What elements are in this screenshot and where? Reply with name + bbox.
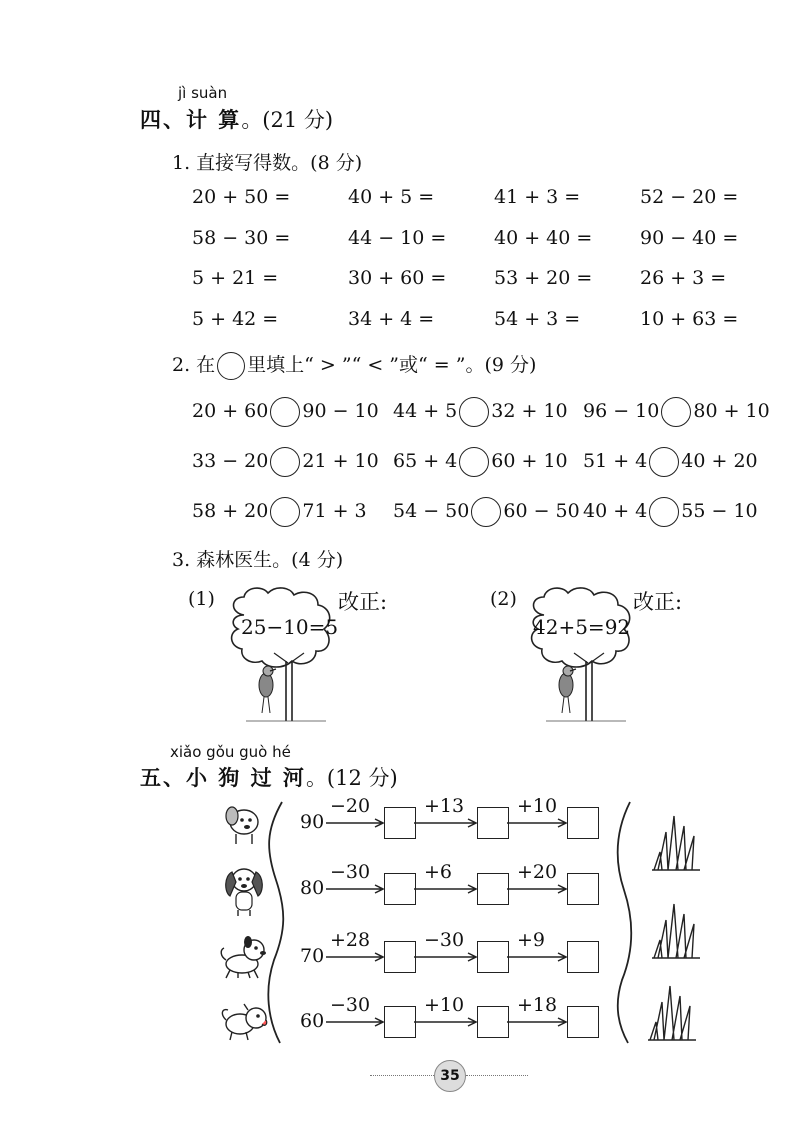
q1-equation: 5 + 42 = <box>192 308 279 330</box>
q1-equation: 5 + 21 = <box>192 267 279 289</box>
q2-right-expression: 60 + 10 <box>491 450 568 472</box>
q1-equation: 26 + 3 = <box>640 267 727 289</box>
arrow-right-icon <box>507 884 567 894</box>
q1-equation: 20 + 50 = <box>192 186 291 208</box>
chain-operation: −30 <box>424 929 465 951</box>
answer-circle-input[interactable] <box>471 497 501 527</box>
q1-equation: 40 + 40 = <box>494 227 593 249</box>
section5-pinyin: xiǎo gǒu guò hé <box>170 743 291 761</box>
dog-icon <box>218 934 270 980</box>
dog-icon <box>222 800 268 846</box>
arrow-right-icon <box>507 1017 567 1027</box>
q3-item1-correct-label: 改正: <box>338 590 388 614</box>
tree-icon <box>526 585 641 725</box>
chain-operation: +13 <box>424 795 465 817</box>
answer-circle-input[interactable] <box>270 447 300 477</box>
answer-circle-input[interactable] <box>649 497 679 527</box>
q3-item2-number: (2) <box>490 588 517 610</box>
q2-comparison <box>192 497 367 527</box>
q1-equation: 90 − 40 = <box>640 227 739 249</box>
grass-icon <box>652 900 702 960</box>
arrow-right-icon <box>326 818 384 828</box>
chain-start-number: 80 <box>300 877 325 899</box>
chain-operation: +10 <box>424 994 465 1016</box>
answer-box-input[interactable] <box>567 807 599 839</box>
q1-equation: 10 + 63 = <box>640 308 739 330</box>
arrow-right-icon <box>326 952 384 962</box>
chain-start-number: 60 <box>300 1010 325 1032</box>
answer-box-input[interactable] <box>384 873 416 905</box>
q2-left-expression: 20 + 60 <box>192 400 269 422</box>
dog-icon <box>222 862 268 918</box>
dog-icon <box>218 1000 272 1042</box>
answer-box-input[interactable] <box>477 941 509 973</box>
q2-right-expression: 71 + 3 <box>302 500 367 522</box>
answer-box-input[interactable] <box>477 1006 509 1038</box>
answer-box-input[interactable] <box>384 1006 416 1038</box>
arrow-right-icon <box>414 818 477 828</box>
q2-right-expression: 90 − 10 <box>302 400 379 422</box>
answer-circle-input[interactable] <box>459 447 489 477</box>
q2-comparison <box>393 497 580 527</box>
answer-box-input[interactable] <box>384 807 416 839</box>
q2-comparison <box>583 397 770 427</box>
q2-left-expression: 51 + 4 <box>583 450 648 472</box>
arrow-right-icon <box>326 1017 384 1027</box>
chain-operation: −20 <box>330 795 371 817</box>
q2-comparison <box>192 447 379 477</box>
chain-start-number: 90 <box>300 811 325 833</box>
q2-right-expression: 60 − 50 <box>503 500 580 522</box>
answer-circle-input[interactable] <box>270 497 300 527</box>
q2-left-expression: 54 − 50 <box>393 500 470 522</box>
tree-icon <box>226 585 341 725</box>
arrow-right-icon <box>326 884 384 894</box>
grass-icon <box>648 982 698 1042</box>
answer-circle-input[interactable] <box>661 397 691 427</box>
q1-equation: 41 + 3 = <box>494 186 581 208</box>
q2-left-expression: 40 + 4 <box>583 500 648 522</box>
answer-box-input[interactable] <box>477 873 509 905</box>
q2-left-expression: 58 + 20 <box>192 500 269 522</box>
answer-box-input[interactable] <box>567 941 599 973</box>
arrow-right-icon <box>414 952 477 962</box>
q2-label: 2. 在 里填上“ > ”“ < ”或“ = ”。(9 分) <box>172 350 536 380</box>
chain-operation: +9 <box>517 929 546 951</box>
q3-item2-equation: 42+5=92 <box>533 615 631 639</box>
chain-operation: +10 <box>517 795 558 817</box>
q2-right-expression: 40 + 20 <box>681 450 758 472</box>
q2-left-expression: 65 + 4 <box>393 450 458 472</box>
answer-box-input[interactable] <box>567 873 599 905</box>
q1-equation: 53 + 20 = <box>494 267 593 289</box>
arrow-right-icon <box>507 818 567 828</box>
answer-circle-input[interactable] <box>649 447 679 477</box>
chain-operation: +20 <box>517 861 558 883</box>
answer-box-input[interactable] <box>477 807 509 839</box>
arrow-right-icon <box>414 1017 477 1027</box>
answer-circle-input[interactable] <box>459 397 489 427</box>
chain-start-number: 70 <box>300 945 325 967</box>
q2-right-expression: 21 + 10 <box>302 450 379 472</box>
q2-left-expression: 33 − 20 <box>192 450 269 472</box>
q2-comparison <box>583 447 758 477</box>
q2-comparison <box>393 397 568 427</box>
section5-title: 五、小 狗 过 河。(12 分) <box>140 765 398 790</box>
q2-comparison <box>393 447 568 477</box>
footer-divider <box>466 1075 528 1076</box>
chain-operation: +6 <box>424 861 453 883</box>
q1-equation: 52 − 20 = <box>640 186 739 208</box>
chain-operation: +28 <box>330 929 371 951</box>
q1-equation: 54 + 3 = <box>494 308 581 330</box>
chain-operation: −30 <box>330 994 371 1016</box>
answer-circle-input[interactable] <box>270 397 300 427</box>
q1-equation: 40 + 5 = <box>348 186 435 208</box>
page-number: 35 <box>434 1060 466 1092</box>
q2-left-expression: 96 − 10 <box>583 400 660 422</box>
q2-comparison <box>583 497 758 527</box>
answer-circle-icon <box>217 352 245 380</box>
arrow-right-icon <box>414 884 477 894</box>
arrow-right-icon <box>507 952 567 962</box>
q1-equation: 30 + 60 = <box>348 267 447 289</box>
q1-equation: 44 − 10 = <box>348 227 447 249</box>
q1-equation: 34 + 4 = <box>348 308 435 330</box>
chain-operation: +18 <box>517 994 558 1016</box>
q2-right-expression: 32 + 10 <box>491 400 568 422</box>
q2-right-expression: 80 + 10 <box>693 400 770 422</box>
q2-comparison <box>192 397 379 427</box>
q3-item1-number: (1) <box>188 588 215 610</box>
q1-equation: 58 − 30 = <box>192 227 291 249</box>
q3-item1-equation: 25−10=5 <box>241 615 339 639</box>
chain-operation: −30 <box>330 861 371 883</box>
q3-label: 3. 森林医生。(4 分) <box>172 549 344 571</box>
q2-right-expression: 55 − 10 <box>681 500 758 522</box>
grass-icon <box>652 812 702 872</box>
answer-box-input[interactable] <box>384 941 416 973</box>
section4-title: 四、计 算。(21 分) <box>140 107 334 132</box>
right-riverbank-line <box>612 800 642 1045</box>
q3-item2-correct-label: 改正: <box>633 590 683 614</box>
q2-left-expression: 44 + 5 <box>393 400 458 422</box>
section4-pinyin: jì suàn <box>178 84 228 102</box>
footer-divider <box>370 1075 434 1076</box>
answer-box-input[interactable] <box>567 1006 599 1038</box>
q1-label: 1. 直接写得数。(8 分) <box>172 152 363 174</box>
